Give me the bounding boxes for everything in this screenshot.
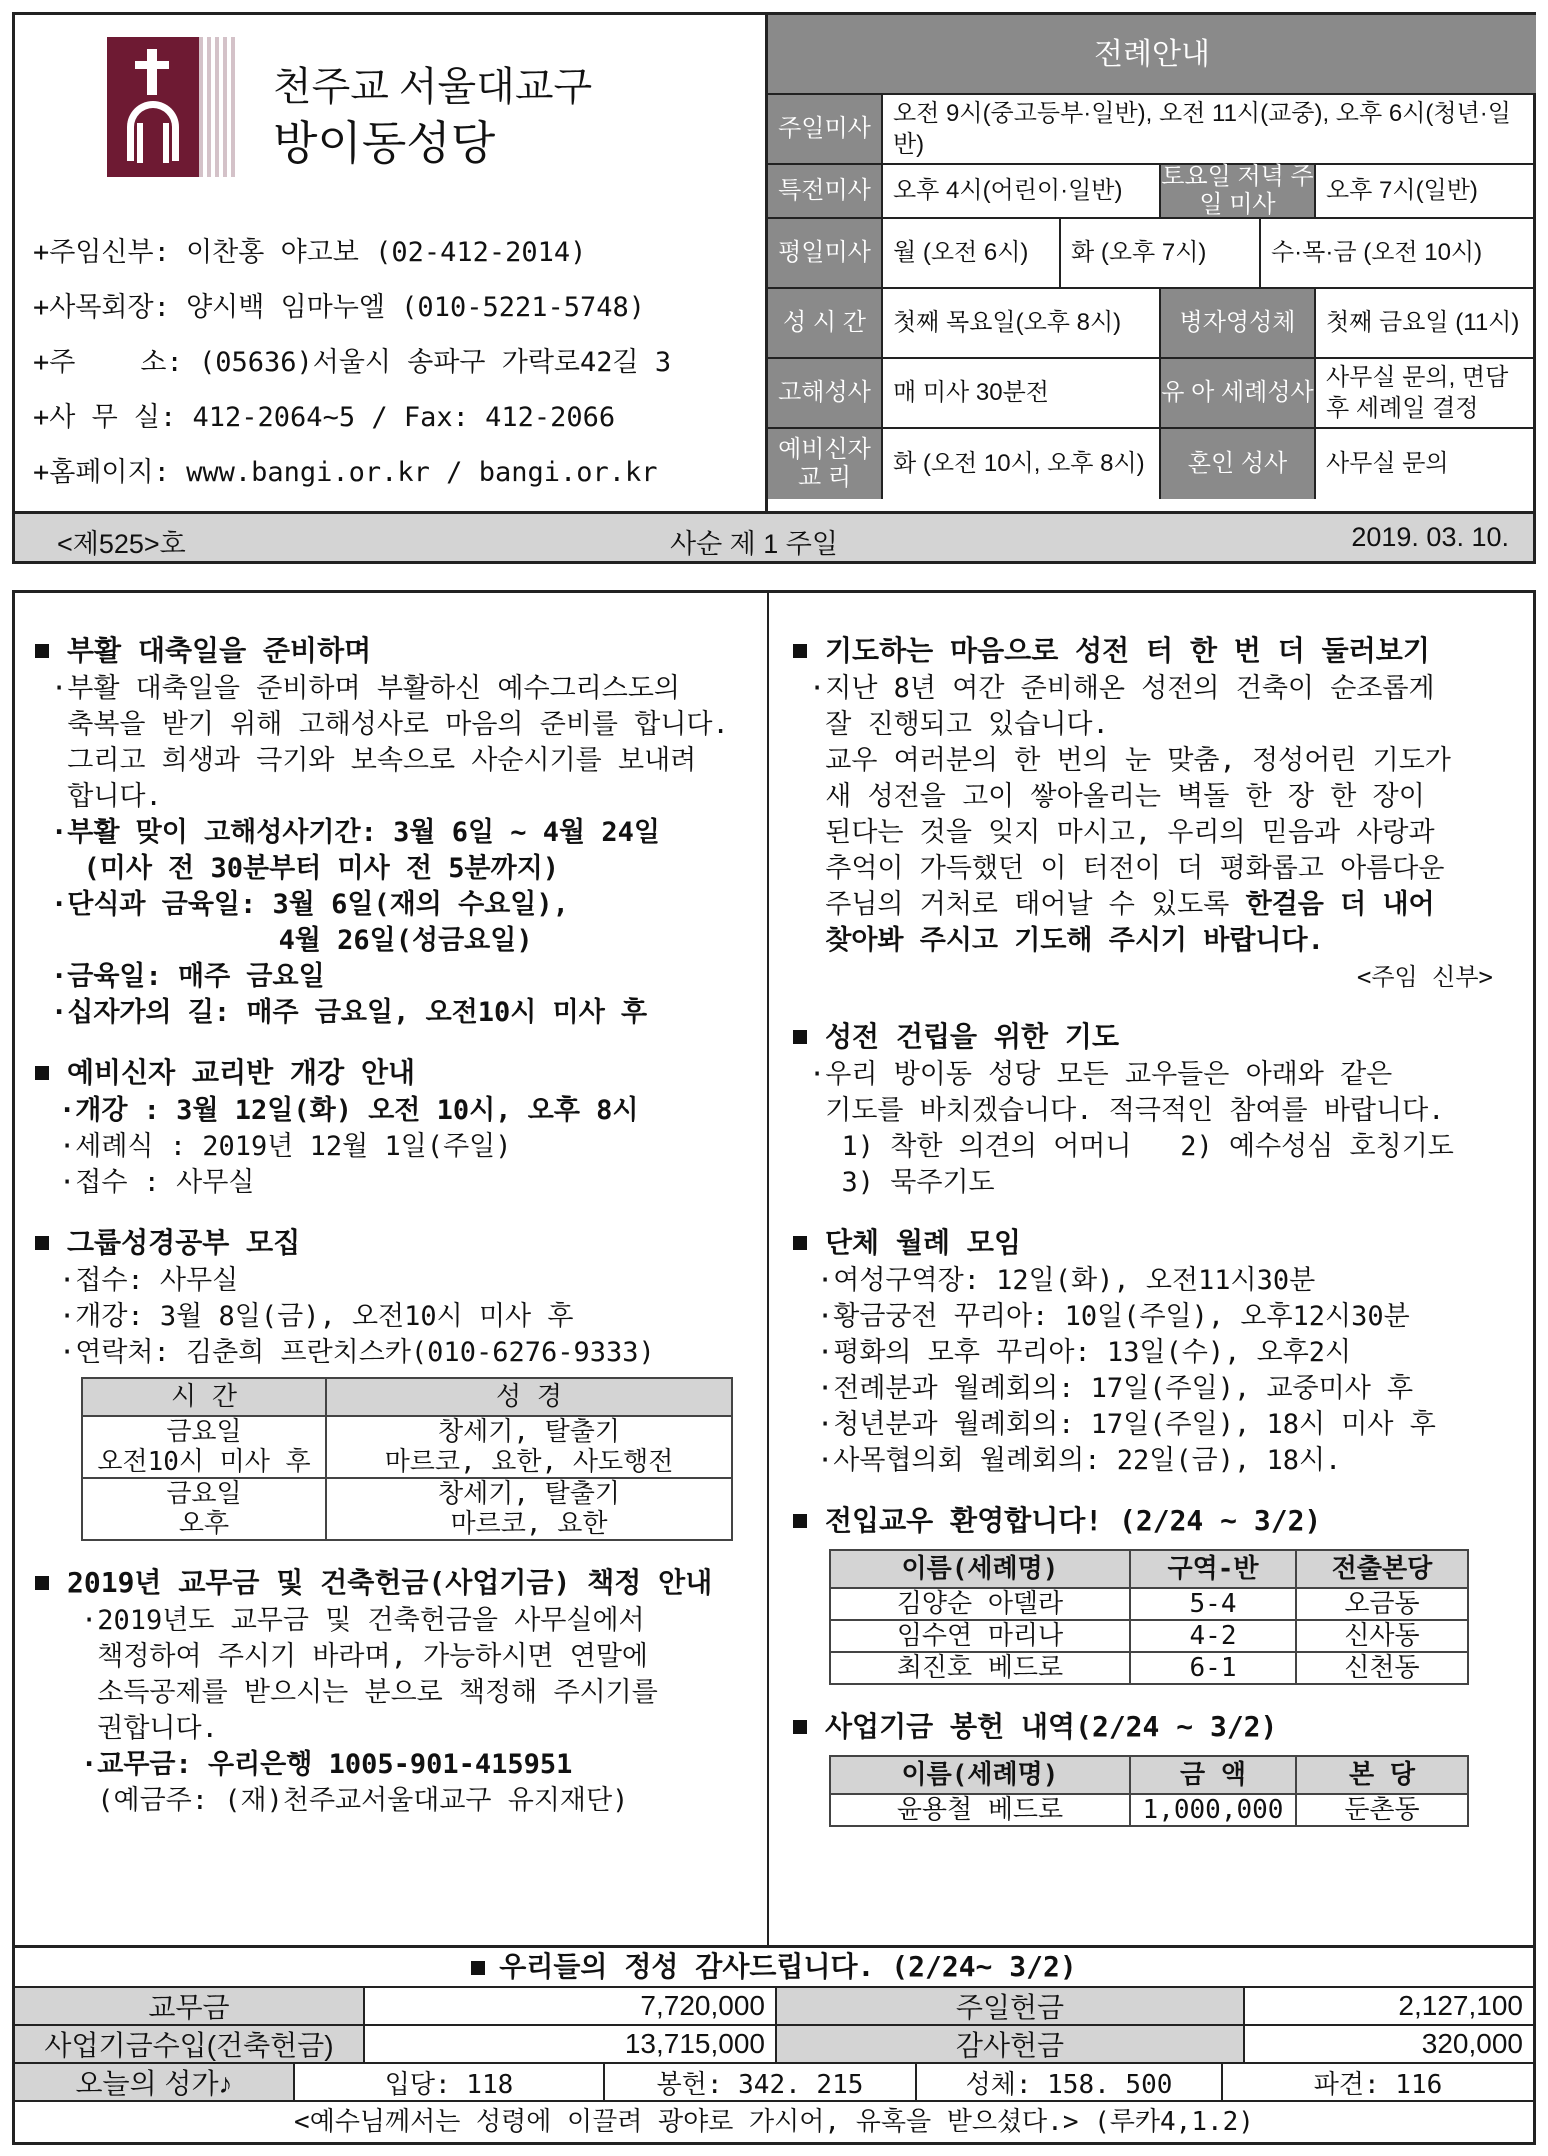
text-line: ·개강 : 3월 12일(화) 오전 10시, 오후 8시	[59, 1095, 639, 1126]
square-bullet-icon	[793, 644, 807, 658]
section-monthly-meetings	[785, 1225, 1527, 1479]
section-title	[785, 1709, 1527, 1745]
text-line: ·지난 8년 여간 준비해온 성전의 건축이 순조롭게	[809, 673, 1435, 704]
value-thanks-offering: 320,000	[1421, 2028, 1523, 2059]
text-line: 4월 26일(성금요일)	[51, 925, 533, 956]
right-column	[785, 633, 1527, 1851]
table-header: 시 간	[82, 1378, 326, 1416]
text-line: 된다는 것을 잊지 마시고, 우리의 믿음과 사랑과	[809, 817, 1435, 848]
text-line: ·교무금: 우리은행 1005-901-415951	[81, 1749, 573, 1780]
table-row	[830, 1620, 1468, 1652]
text-line: 찾아봐 주시고 기도해 주시기 바랍니다.	[809, 925, 1324, 956]
label-weekday-mass: 평일미사	[768, 219, 883, 287]
text-line: 1) 착한 의견의 어머니 2) 예수성심 호칭기도	[809, 1131, 1454, 1162]
label-holy-hour: 성 시 간	[768, 289, 883, 357]
value-catechumen: 화 (오전 10시, 오후 8시)	[883, 429, 1161, 499]
table-row	[82, 1478, 732, 1540]
square-bullet-icon	[793, 1236, 807, 1250]
text-line: 교우 여러분의 한 번의 눈 맞춤, 정성어린 기도가	[809, 745, 1451, 776]
text-line: (미사 전 30분부터 미사 전 5분까지)	[51, 853, 560, 884]
section-title	[785, 1503, 1527, 1539]
section-title-text: 기도하는 마음으로 성전 터 한 번 더 둘러보기	[825, 634, 1430, 667]
table-cell: 둔촌동	[1296, 1794, 1468, 1826]
table-header: 이름(세례명)	[830, 1550, 1130, 1588]
text-line: ·금육일: 매주 금요일	[51, 961, 325, 992]
table-header: 성 경	[326, 1378, 732, 1416]
section-title-text: 2019년 교무금 및 건축헌금(사업기금) 책정 안내	[67, 1566, 713, 1599]
table-header: 본 당	[1296, 1756, 1468, 1794]
section-body	[27, 1263, 757, 1541]
value-infant-baptism: 사무실 문의, 면담후 세례일 결정	[1326, 363, 1509, 422]
liturgy-table	[765, 15, 1536, 511]
table-cell: 1,000,000	[1130, 1794, 1296, 1826]
table-cell	[326, 1478, 732, 1540]
text-line: ·접수 : 사무실	[59, 1167, 255, 1198]
hymn-recessional: 파견: 116	[1313, 2069, 1443, 2100]
section-construction-prayer	[785, 1019, 1527, 1201]
label-dues: 교무금	[15, 1988, 365, 2024]
footer-row	[15, 1986, 1533, 2024]
info-address: +주 소: (05636)서울시 송파구 가락로42길 3	[33, 347, 672, 378]
issue-bar	[15, 511, 1533, 561]
text-line: ·세례식 : 2019년 12월 1일(주일)	[59, 1131, 512, 1162]
info-homepage[interactable]: +홈페이지: www.bangi.or.kr / bangi.or.kr	[33, 457, 658, 488]
table-row	[830, 1794, 1468, 1826]
section-title-text: 사업기금 봉헌 내역(2/24 ~ 3/2)	[825, 1710, 1278, 1743]
section-title-text: 단체 월례 모임	[825, 1226, 1022, 1259]
label-infant-baptism: 유 아 세례성사	[1161, 359, 1316, 427]
info-pastor: +주임신부: 이찬홍 야고보 (02-412-2014)	[33, 237, 587, 268]
text-line: 소득공제를 받으시는 분으로 책정해 주시기를	[81, 1677, 658, 1708]
label-building-fund: 사업기금수입(건축헌금)	[15, 2026, 365, 2062]
section-site-tour	[785, 633, 1527, 995]
footer-title	[15, 1948, 1533, 1986]
text-line: ·부활 맞이 고해성사기간: 3월 6일 ~ 4월 24일	[51, 817, 660, 848]
footer-hymn-row	[15, 2062, 1533, 2100]
square-bullet-icon	[793, 1030, 807, 1044]
text-line: ·연락처: 김춘희 프란치스카(010-6276-9333)	[59, 1337, 655, 1368]
text-line: (예금주: (재)천주교서울대교구 유지재단)	[81, 1785, 629, 1816]
section-easter	[27, 633, 757, 1031]
value-weekday-wed-fri: 수·목·금 (오전 10시)	[1271, 239, 1483, 267]
text-line: 축복을 받기 위해 고해성사로 마음의 준비를 합니다.	[51, 709, 729, 740]
cell-line: 오후	[178, 1509, 230, 1539]
table-row	[82, 1416, 732, 1478]
section-body	[785, 1263, 1527, 1479]
bulletin-header	[12, 12, 1536, 564]
church-organization: 천주교 서울대교구	[273, 64, 593, 109]
cell-line: 창세기, 탈출기	[437, 1479, 620, 1509]
table-cell: 김양순 아델라	[830, 1588, 1130, 1620]
section-title-text: 예비신자 교리반 개강 안내	[67, 1056, 416, 1089]
text-line: 잘 진행되고 있습니다.	[809, 709, 1109, 740]
square-bullet-icon	[35, 1576, 49, 1590]
text-line: ·우리 방이동 성당 모든 교우들은 아래와 같은	[809, 1059, 1393, 1090]
value-weekday-tue: 화 (오후 7시)	[1061, 219, 1261, 287]
text-line: 3) 묵주기도	[809, 1167, 995, 1198]
section-title	[27, 1225, 757, 1261]
text-line: 그리고 희생과 극기와 보속으로 사순시기를 보내려	[51, 745, 697, 776]
info-office: +사 무 실: 412-2064~5 / Fax: 412-2066	[33, 402, 616, 433]
table-cell: 윤용철 베드로	[830, 1794, 1130, 1826]
square-bullet-icon	[35, 644, 49, 658]
text-span: 주님의 거처로 태어날 수 있도록	[809, 889, 1246, 920]
section-title-text: 전입교우 환영합니다! (2/24 ~ 3/2)	[825, 1504, 1322, 1537]
table-cell: 6-1	[1130, 1652, 1296, 1684]
value-building-fund: 13,715,000	[365, 2026, 777, 2062]
section-newcomers	[785, 1503, 1527, 1685]
bulletin-body	[12, 590, 1536, 2145]
label-sick-communion: 병자영성체	[1161, 289, 1316, 357]
info-council-president: +사목회장: 양시백 임마누엘 (010-5221-5748)	[33, 292, 646, 323]
church-logo-icon	[107, 37, 199, 177]
table-cell: 5-4	[1130, 1588, 1296, 1620]
list-item: ·청년분과 월례회의: 17일(주일), 18시 미사 후	[817, 1409, 1436, 1440]
table-header: 이름(세례명)	[830, 1756, 1130, 1794]
label-special-mass: 특전미사	[768, 165, 883, 217]
row-sunday-mass	[768, 95, 1536, 165]
fund-table	[829, 1755, 1469, 1827]
hymn-communion: 성체: 158. 500	[917, 2064, 1223, 2100]
label-catechumen: 예비신자 교 리	[768, 429, 883, 499]
square-bullet-icon	[793, 1514, 807, 1528]
value-wedding: 사무실 문의	[1326, 450, 1449, 478]
row-catechumen	[768, 429, 1536, 499]
section-body	[27, 1093, 757, 1201]
value-holy-hour: 첫째 목요일(오후 8시)	[883, 289, 1161, 357]
table-row	[830, 1588, 1468, 1620]
text-line: 권합니다.	[81, 1713, 218, 1744]
left-column	[27, 633, 757, 1843]
gospel-verse: <예수님께서는 성령에 이끌려 광야로 가시어, 유혹을 받으셨다.> (루카4,1.2)	[15, 2100, 1533, 2140]
list-item: ·평화의 모후 꾸리아: 13일(수), 오후2시	[817, 1337, 1352, 1368]
text-line: ·부활 대축일을 준비하며 부활하신 예수그리스도의	[51, 673, 680, 704]
table-cell	[82, 1478, 326, 1540]
list-item: ·사목협의회 월례회의: 22일(금), 18시.	[817, 1445, 1342, 1476]
square-bullet-icon	[35, 1066, 49, 1080]
bible-schedule-table	[81, 1377, 733, 1541]
section-title	[27, 1565, 757, 1601]
label-hymns: 오늘의 성가♪	[15, 2064, 295, 2100]
section-body	[27, 671, 757, 1031]
cell-line: 창세기, 탈출기	[437, 1417, 620, 1447]
value-special-mass: 오후 4시(어린이·일반)	[883, 165, 1161, 217]
value-saturday-mass: 오후 7시(일반)	[1326, 177, 1478, 205]
square-bullet-icon	[35, 1236, 49, 1250]
section-body	[27, 1603, 757, 1819]
section-title	[785, 633, 1527, 669]
square-bullet-icon	[471, 1961, 485, 1975]
text-line: ·접수: 사무실	[59, 1265, 239, 1296]
signature: <주임 신부>	[1356, 963, 1493, 991]
table-cell: 임수연 마리나	[830, 1620, 1130, 1652]
section-title	[785, 1225, 1527, 1261]
newcomers-table	[829, 1549, 1469, 1685]
section-title	[27, 633, 757, 669]
value-sunday-offering: 2,127,100	[1398, 1990, 1523, 2021]
section-building-fund	[785, 1709, 1527, 1827]
cell-line: 마르코, 요한	[450, 1509, 608, 1539]
section-title-text: 그룹성경공부 모집	[67, 1226, 301, 1259]
table-cell: 오금동	[1296, 1588, 1468, 1620]
text-line: ·개강: 3월 8일(금), 오전10시 미사 후	[59, 1301, 574, 1332]
cell-line: 금요일	[166, 1479, 242, 1509]
label-sunday-offering: 주일헌금	[777, 1988, 1245, 2024]
value-dues: 7,720,000	[365, 1988, 777, 2024]
row-weekday-mass	[768, 219, 1536, 289]
text-line	[809, 887, 1527, 923]
section-bible-study	[27, 1225, 757, 1541]
text-line: 새 성전을 고이 쌓아올리는 벽돌 한 장 한 장이	[809, 781, 1425, 812]
issue-date: 2019. 03. 10.	[1351, 522, 1509, 552]
section-title	[27, 1055, 757, 1091]
label-saturday-mass: 토요일 저녁 주일 미사	[1161, 165, 1316, 217]
text-line: 합니다.	[51, 781, 162, 812]
list-item: ·전례분과 월례회의: 17일(주일), 교중미사 후	[817, 1373, 1414, 1404]
row-holy-hour	[768, 289, 1536, 359]
liturgy-title: 전례안내	[768, 15, 1536, 95]
table-cell	[82, 1416, 326, 1478]
value-sick-communion: 첫째 금요일 (11시)	[1326, 309, 1520, 337]
section-body	[785, 1057, 1527, 1201]
column-divider	[767, 593, 769, 1945]
footer-title-text: 우리들의 정성 감사드립니다. (2/24~ 3/2)	[499, 1950, 1077, 1983]
list-item: ·황금궁전 꾸리아: 10일(주일), 오후12시30분	[817, 1301, 1410, 1332]
table-cell: 신천동	[1296, 1652, 1468, 1684]
section-title-text: 부활 대축일을 준비하며	[67, 634, 372, 667]
logo-pattern	[199, 37, 239, 177]
table-cell: 신사동	[1296, 1620, 1468, 1652]
section-catechumen-class	[27, 1055, 757, 1201]
table-cell	[326, 1416, 732, 1478]
square-bullet-icon	[793, 1720, 807, 1734]
text-line: ·십자가의 길: 매주 금요일, 오전10시 미사 후	[51, 997, 648, 1028]
church-info-panel	[15, 15, 765, 511]
label-sunday-mass: 주일미사	[768, 95, 883, 163]
section-title-text: 성전 건립을 위한 기도	[825, 1020, 1120, 1053]
text-line: ·2019년도 교무금 및 건축헌금을 사무실에서	[81, 1605, 645, 1636]
value-weekday-mon: 월 (오전 6시)	[883, 219, 1061, 287]
text-line: 추억이 가득했던 이 터전이 더 평화롭고 아름다운	[809, 853, 1445, 884]
section-body	[785, 671, 1527, 995]
church-name: 방이동성당	[273, 118, 496, 169]
cell-line: 오전10시 미사 후	[97, 1447, 311, 1477]
cell-line: 금요일	[166, 1417, 242, 1447]
table-row	[830, 1652, 1468, 1684]
table-header: 금 액	[1130, 1756, 1296, 1794]
table-header: 전출본당	[1296, 1550, 1468, 1588]
footer-row	[15, 2024, 1533, 2062]
hymn-offertory: 봉헌: 342. 215	[605, 2064, 917, 2100]
value-confession: 매 미사 30분전	[883, 359, 1161, 427]
row-special-mass	[768, 165, 1536, 219]
offering-footer	[15, 1945, 1533, 2140]
list-item: ·여성구역장: 12일(화), 오전11시30분	[817, 1265, 1316, 1296]
issue-number: <제525>호	[57, 529, 186, 559]
section-dues	[27, 1565, 757, 1819]
cell-line: 마르코, 요한, 사도행전	[384, 1447, 674, 1477]
value-sunday-mass: 오전 9시(중고등부·일반), 오전 11시(교중), 오후 6시(청년·일반)	[893, 99, 1511, 158]
contact-info-list	[33, 225, 753, 500]
table-cell: 4-2	[1130, 1620, 1296, 1652]
label-thanks-offering: 감사헌금	[777, 2026, 1245, 2062]
hymn-entrance: 입당: 118	[295, 2064, 605, 2100]
row-confession	[768, 359, 1536, 429]
text-line: ·단식과 금육일: 3월 6일(재의 수요일),	[51, 889, 569, 920]
text-line: 책정하여 주시기 바라며, 가능하시면 연말에	[81, 1641, 649, 1672]
label-wedding: 혼인 성사	[1161, 429, 1316, 499]
label-confession: 고해성사	[768, 359, 883, 427]
table-cell: 최진호 베드로	[830, 1652, 1130, 1684]
liturgical-week: 사순 제 1 주일	[670, 529, 838, 559]
text-span-bold: 한걸음 더 내어	[1245, 889, 1435, 920]
section-title	[785, 1019, 1527, 1055]
text-line: 기도를 바치겠습니다. 적극적인 참여를 바랍니다.	[809, 1095, 1445, 1126]
table-header: 구역-반	[1130, 1550, 1296, 1588]
